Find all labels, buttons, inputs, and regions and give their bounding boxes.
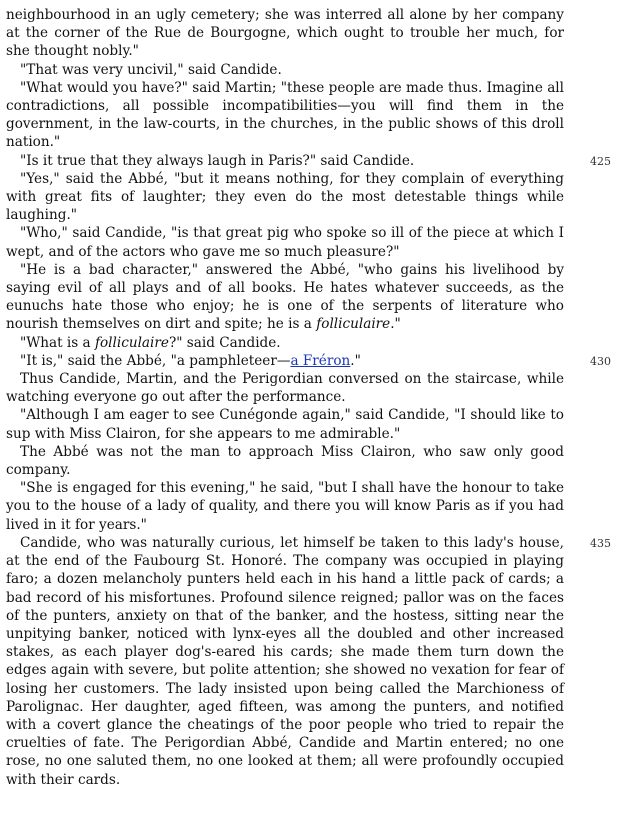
line-number: 435 <box>590 536 611 550</box>
paragraph <box>6 6 564 61</box>
paragraph <box>6 479 564 534</box>
paragraph <box>6 224 564 260</box>
text-run: Thus Candide, Martin, and the Perigordian conversed on the staircase, while watching everyone go out after the performance. <box>6 371 564 406</box>
text-run: "Although I am eager to see Cunégonde again," said Candide, "I should like to sup with Miss Clairon, for she appears to me admirable." <box>6 407 564 442</box>
text-run: "It is," said the Abbé, "a pamphleteer— <box>20 352 291 369</box>
paragraph <box>6 352 564 370</box>
text-run: "He is a bad character," answered the Abbé, "who gains his livelihood by saying evil of all plays and of all books. He hates whatever succeeds, as the eunuchs hate those who enjoy; he is one of the serpents of literature who nourish themselves on dirt and spite; he is a <box>6 261 564 333</box>
text-run: "She is engaged for this evening," he said, "but I shall have the honour to take you to the house of a lady of quality, and there you will know Paris as if you had lived in it for years." <box>6 480 564 533</box>
text-run: The Abbé was not the man to approach Miss Clairon, who saw only good company. <box>6 443 564 479</box>
line-number: 425 <box>590 154 611 168</box>
body-text <box>6 6 564 789</box>
reference-link[interactable]: a Fréron <box>290 352 351 369</box>
paragraph <box>6 170 564 225</box>
text-run: "Yes," said the Abbé, "but it means nothing, for they complain of everything with great fits of laughter; they even do the most detestable things while laughing." <box>6 170 564 224</box>
paragraph <box>6 370 564 406</box>
text-run: ." <box>350 352 361 369</box>
text-run: neighbourhood in an ugly cemetery; she was interred all alone by her company at the corner of the Rue de Bourgogne, which ought to trouble her much, for she thought nobly." <box>6 7 564 60</box>
text-run: ?" said Candide. <box>168 334 281 351</box>
paragraph <box>6 61 564 79</box>
line-number: 430 <box>590 354 611 368</box>
text-run: ." <box>390 316 401 333</box>
paragraph <box>6 152 564 170</box>
text-run: "Who," said Candide, "is that great pig who spoke so ill of the piece at which I wept, and of the actors who gave me so much pleasure?" <box>6 225 564 260</box>
paragraph <box>6 443 564 479</box>
paragraph <box>6 406 564 442</box>
text-run: "That was very uncivil," said Candide. <box>20 61 282 78</box>
text-run: "What is a <box>20 334 95 351</box>
italic-term: folliculaire <box>94 334 169 351</box>
paragraph <box>6 261 564 334</box>
paragraph <box>6 534 564 789</box>
text-run: "What would you have?" said Martin; "these people are made thus. Imagine all contradictions, all possible incompatibilities—you will find them in the government, in the law-courts, in the churches, in the public shows of this droll nation." <box>6 79 564 151</box>
italic-term: folliculaire <box>316 316 391 333</box>
text-run: "Is it true that they always laugh in Paris?" said Candide. <box>20 152 415 169</box>
paragraph <box>6 79 564 152</box>
text-run: Candide, who was naturally curious, let himself be taken to this lady's house, at the end of the Faubourg St. Honoré. The company was occupied in playing faro; a dozen melancholy punters held each in his hand a little pack of cards; a bad record of his misfortunes. Profound silence reigned; pallor was on the faces of the punters, anxiety on that of the banker, and the hostess, sitting near the unpitying banker, noticed with lynx-eyes all the doubled and other increased stakes, as each player dog's-eared his cards; she made them turn down the edges again with severe, but polite attention; she showed no vexation for fear of losing her customers. The lady insisted upon being called the Marchioness of Parolignac. Her daughter, aged fifteen, was among the punters, and notified with a covert glance the cheatings of the poor people who tried to repair the cruelties of fate. The Perigordian Abbé, Candide and Martin entered; no one rose, no one saluted them, no one looked at them; all were profoundly occupied with their cards. <box>6 534 564 788</box>
paragraph <box>6 334 564 352</box>
